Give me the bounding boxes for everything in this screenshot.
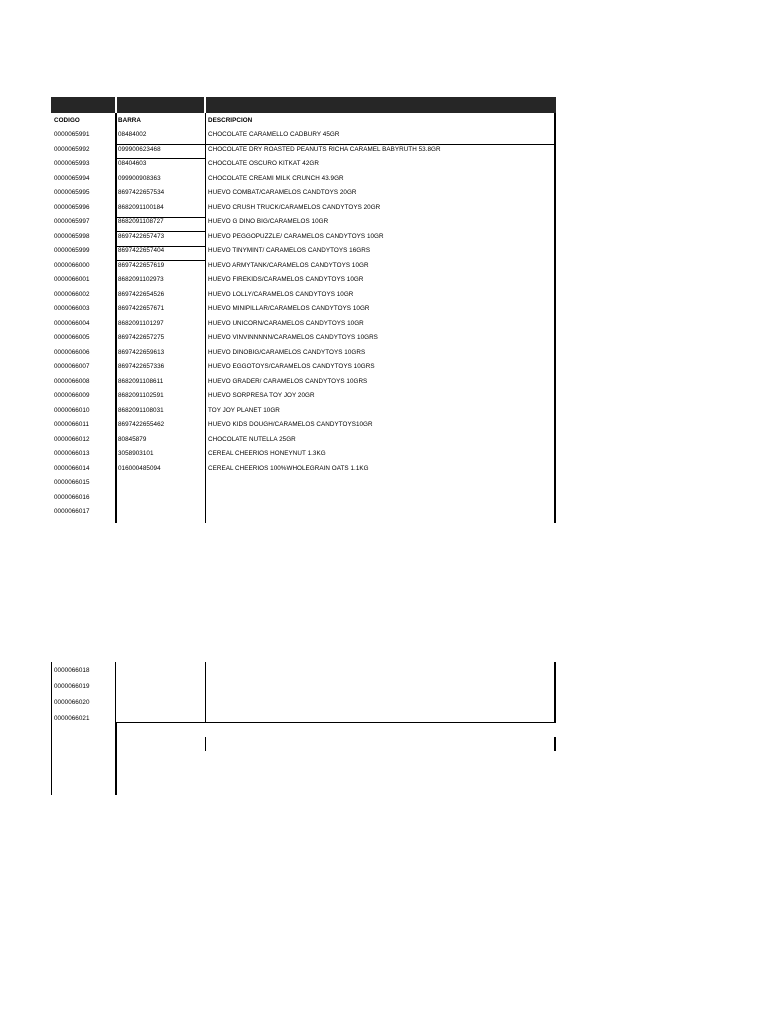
column-border bbox=[205, 737, 206, 751]
table-row bbox=[0, 188, 768, 202]
barra-cell: 8697422657275 bbox=[118, 334, 165, 341]
table-row bbox=[0, 290, 768, 304]
column-border bbox=[205, 662, 206, 723]
barra-cell: 8697422654526 bbox=[118, 290, 165, 298]
barra-cell: 08404603 bbox=[118, 160, 147, 167]
barra-cell: 80845879 bbox=[118, 435, 147, 443]
table-row bbox=[0, 319, 768, 333]
table-row bbox=[0, 420, 768, 434]
codigo-cell: 0000066014 bbox=[54, 464, 90, 472]
descripcion-cell: HUEVO TINYMINT/ CARAMELOS CANDYTOYS 16GRS bbox=[208, 247, 371, 254]
barra-cell: 099900908363 bbox=[118, 174, 161, 182]
codigo-cell: 0000065992 bbox=[54, 145, 90, 153]
codigo-cell: 0000066015 bbox=[54, 479, 90, 486]
descripcion-cell: TOY JOY PLANET 10GR bbox=[208, 406, 280, 414]
table-row bbox=[0, 493, 768, 507]
table-row bbox=[0, 275, 768, 289]
barra-cell: 016000485094 bbox=[118, 464, 161, 472]
codigo-cell: 0000065998 bbox=[54, 232, 90, 240]
column-border bbox=[115, 722, 117, 795]
codigo-cell: 0000066013 bbox=[54, 450, 90, 457]
header-separator bbox=[204, 97, 206, 113]
table-row bbox=[0, 145, 768, 159]
descripcion-cell: HUEVO COMBAT/CARAMELOS CANDTOYS 20GR bbox=[208, 189, 357, 196]
table-row bbox=[0, 507, 768, 521]
codigo-cell: 0000065995 bbox=[54, 189, 90, 196]
barra-cell: 8682091101297 bbox=[118, 319, 164, 327]
codigo-cell: 0000066000 bbox=[54, 261, 90, 269]
table-row bbox=[0, 333, 768, 347]
descripcion-cell: HUEVO EGGOTOYS/CARAMELOS CANDYTOYS 10GRS bbox=[208, 363, 375, 370]
codigo-cell: 0000066005 bbox=[54, 334, 90, 341]
codigo-cell: 0000066019 bbox=[54, 683, 90, 690]
table-row bbox=[0, 362, 768, 376]
descripcion-cell: HUEVO DINOBIG/CARAMELOS CANDYTOYS 10GRS bbox=[208, 348, 366, 356]
codigo-cell: 0000066021 bbox=[54, 715, 90, 722]
descripcion-cell: HUEVO MINIPILLAR/CARAMELOS CANDYTOYS 10GR bbox=[208, 305, 370, 312]
descripcion-cell: HUEVO PEGGOPUZZLE/ CARAMELOS CANDYTOYS 10GR bbox=[208, 232, 384, 240]
table-row bbox=[0, 159, 768, 173]
descripcion-cell: HUEVO UNICORN/CARAMELOS CANDYTOYS 10GR bbox=[208, 319, 364, 327]
codigo-cell: 0000066001 bbox=[54, 276, 90, 283]
barra-cell: 8682091108611 bbox=[118, 377, 164, 385]
header-band bbox=[51, 97, 556, 113]
codigo-cell: 0000065991 bbox=[54, 131, 90, 138]
codigo-cell: 0000066016 bbox=[54, 493, 90, 501]
codigo-cell: 0000066003 bbox=[54, 305, 90, 312]
barra-cell: 8697422659613 bbox=[118, 348, 165, 356]
descripcion-cell: HUEVO SORPRESA TOY JOY 20GR bbox=[208, 392, 315, 399]
barra-cell: 8682091102591 bbox=[118, 392, 164, 399]
row-border bbox=[116, 722, 556, 723]
descripcion-cell: HUEVO G DINO BIG/CARAMELOS 10GR bbox=[208, 218, 329, 225]
table-row bbox=[0, 449, 768, 463]
barra-cell: 8682091108031 bbox=[118, 406, 164, 414]
descripcion-cell: HUEVO CRUSH TRUCK/CARAMELOS CANDYTOYS 20GR bbox=[208, 203, 381, 211]
codigo-cell: 0000066018 bbox=[54, 667, 90, 674]
table-row bbox=[0, 174, 768, 188]
table-row bbox=[0, 232, 768, 246]
codigo-cell: 0000065993 bbox=[54, 160, 90, 167]
header-separator bbox=[115, 97, 117, 113]
table-left-border bbox=[51, 662, 52, 795]
descripcion-cell: CEREAL CHEERIOS HONEYNUT 1.3KG bbox=[208, 450, 326, 457]
barra-cell: 8697422657671 bbox=[118, 305, 165, 312]
codigo-cell: 0000066002 bbox=[54, 290, 90, 298]
descripcion-cell: HUEVO ARMYTANK/CARAMELOS CANDYTOYS 10GR bbox=[208, 261, 369, 269]
descripcion-cell: CEREAL CHEERIOS 100%WHOLEGRAIN OATS 1.1KG bbox=[208, 464, 369, 472]
table-row bbox=[0, 217, 768, 231]
table-row bbox=[0, 406, 768, 420]
barra-cell: 8682091100184 bbox=[118, 203, 164, 211]
column-header-barra: BARRA bbox=[118, 117, 141, 124]
table-row bbox=[0, 478, 768, 492]
table-right-border bbox=[554, 737, 556, 751]
column-border bbox=[115, 662, 116, 723]
table-right-border bbox=[554, 662, 556, 723]
codigo-cell: 0000065996 bbox=[54, 203, 90, 211]
descripcion-cell: HUEVO FIREKIDS/CARAMELOS CANDYTOYS 10GR bbox=[208, 276, 364, 283]
codigo-cell: 0000066007 bbox=[54, 363, 90, 370]
descripcion-cell: CHOCOLATE OSCURO KITKAT 42GR bbox=[208, 160, 319, 167]
table-row bbox=[0, 261, 768, 275]
codigo-cell: 0000066012 bbox=[54, 435, 90, 443]
column-header-descripcion: DESCRIPCION bbox=[208, 117, 253, 124]
barra-cell: 3058903101 bbox=[118, 450, 154, 457]
barra-cell: 8697422657534 bbox=[118, 189, 165, 196]
column-header-codigo: CODIGO bbox=[54, 117, 80, 124]
descripcion-cell: HUEVO KIDS DOUGH/CARAMELOS CANDYTOYS10GR bbox=[208, 421, 373, 428]
barra-cell: 8697422657473 bbox=[118, 232, 165, 240]
table-row bbox=[0, 377, 768, 391]
codigo-cell: 0000066008 bbox=[54, 377, 90, 385]
barra-cell: 08484002 bbox=[118, 131, 147, 138]
descripcion-cell: CHOCOLATE CARAMELLO CADBURY 45GR bbox=[208, 131, 340, 138]
barra-cell: 099900623468 bbox=[118, 145, 161, 153]
table-row bbox=[0, 391, 768, 405]
table-row bbox=[0, 348, 768, 362]
descripcion-cell: CHOCOLATE CREAMI MILK CRUNCH 43.9GR bbox=[208, 174, 344, 182]
barra-cell: 8697422657619 bbox=[118, 261, 165, 269]
barra-cell: 8682091102973 bbox=[118, 276, 164, 283]
descripcion-cell: HUEVO LOLLY/CARAMELOS CANDYTOYS 10GR bbox=[208, 290, 354, 298]
barra-cell: 8697422657336 bbox=[118, 363, 165, 370]
codigo-cell: 0000066011 bbox=[54, 421, 90, 428]
descripcion-cell: CHOCOLATE NUTELLA 25GR bbox=[208, 435, 296, 443]
codigo-cell: 0000066017 bbox=[54, 508, 90, 515]
codigo-cell: 0000066010 bbox=[54, 406, 90, 414]
codigo-cell: 0000065994 bbox=[54, 174, 90, 182]
table-row bbox=[0, 435, 768, 449]
codigo-cell: 0000066020 bbox=[54, 699, 90, 706]
codigo-cell: 0000065999 bbox=[54, 247, 90, 254]
descripcion-cell: HUEVO VINVINNNNN/CARAMELOS CANDYTOYS 10GRS bbox=[208, 334, 378, 341]
table-row bbox=[0, 203, 768, 217]
barra-cell: 8697422657404 bbox=[118, 247, 165, 254]
table-row bbox=[0, 464, 768, 478]
barra-cell: 8697422655462 bbox=[118, 421, 165, 428]
barra-cell: 8682091108727 bbox=[118, 218, 164, 225]
codigo-cell: 0000066009 bbox=[54, 392, 90, 399]
table-row bbox=[0, 246, 768, 260]
table-row bbox=[0, 304, 768, 318]
codigo-cell: 0000066004 bbox=[54, 319, 90, 327]
codigo-cell: 0000066006 bbox=[54, 348, 90, 356]
descripcion-cell: HUEVO GRADER/ CARAMELOS CANDYTOYS 10GRS bbox=[208, 377, 368, 385]
descripcion-cell: CHOCOLATE DRY ROASTED PEANUTS RICHA CARAMEL BABYRUTH 53.8GR bbox=[208, 145, 441, 153]
codigo-cell: 0000065997 bbox=[54, 218, 90, 225]
table-row bbox=[0, 130, 768, 144]
